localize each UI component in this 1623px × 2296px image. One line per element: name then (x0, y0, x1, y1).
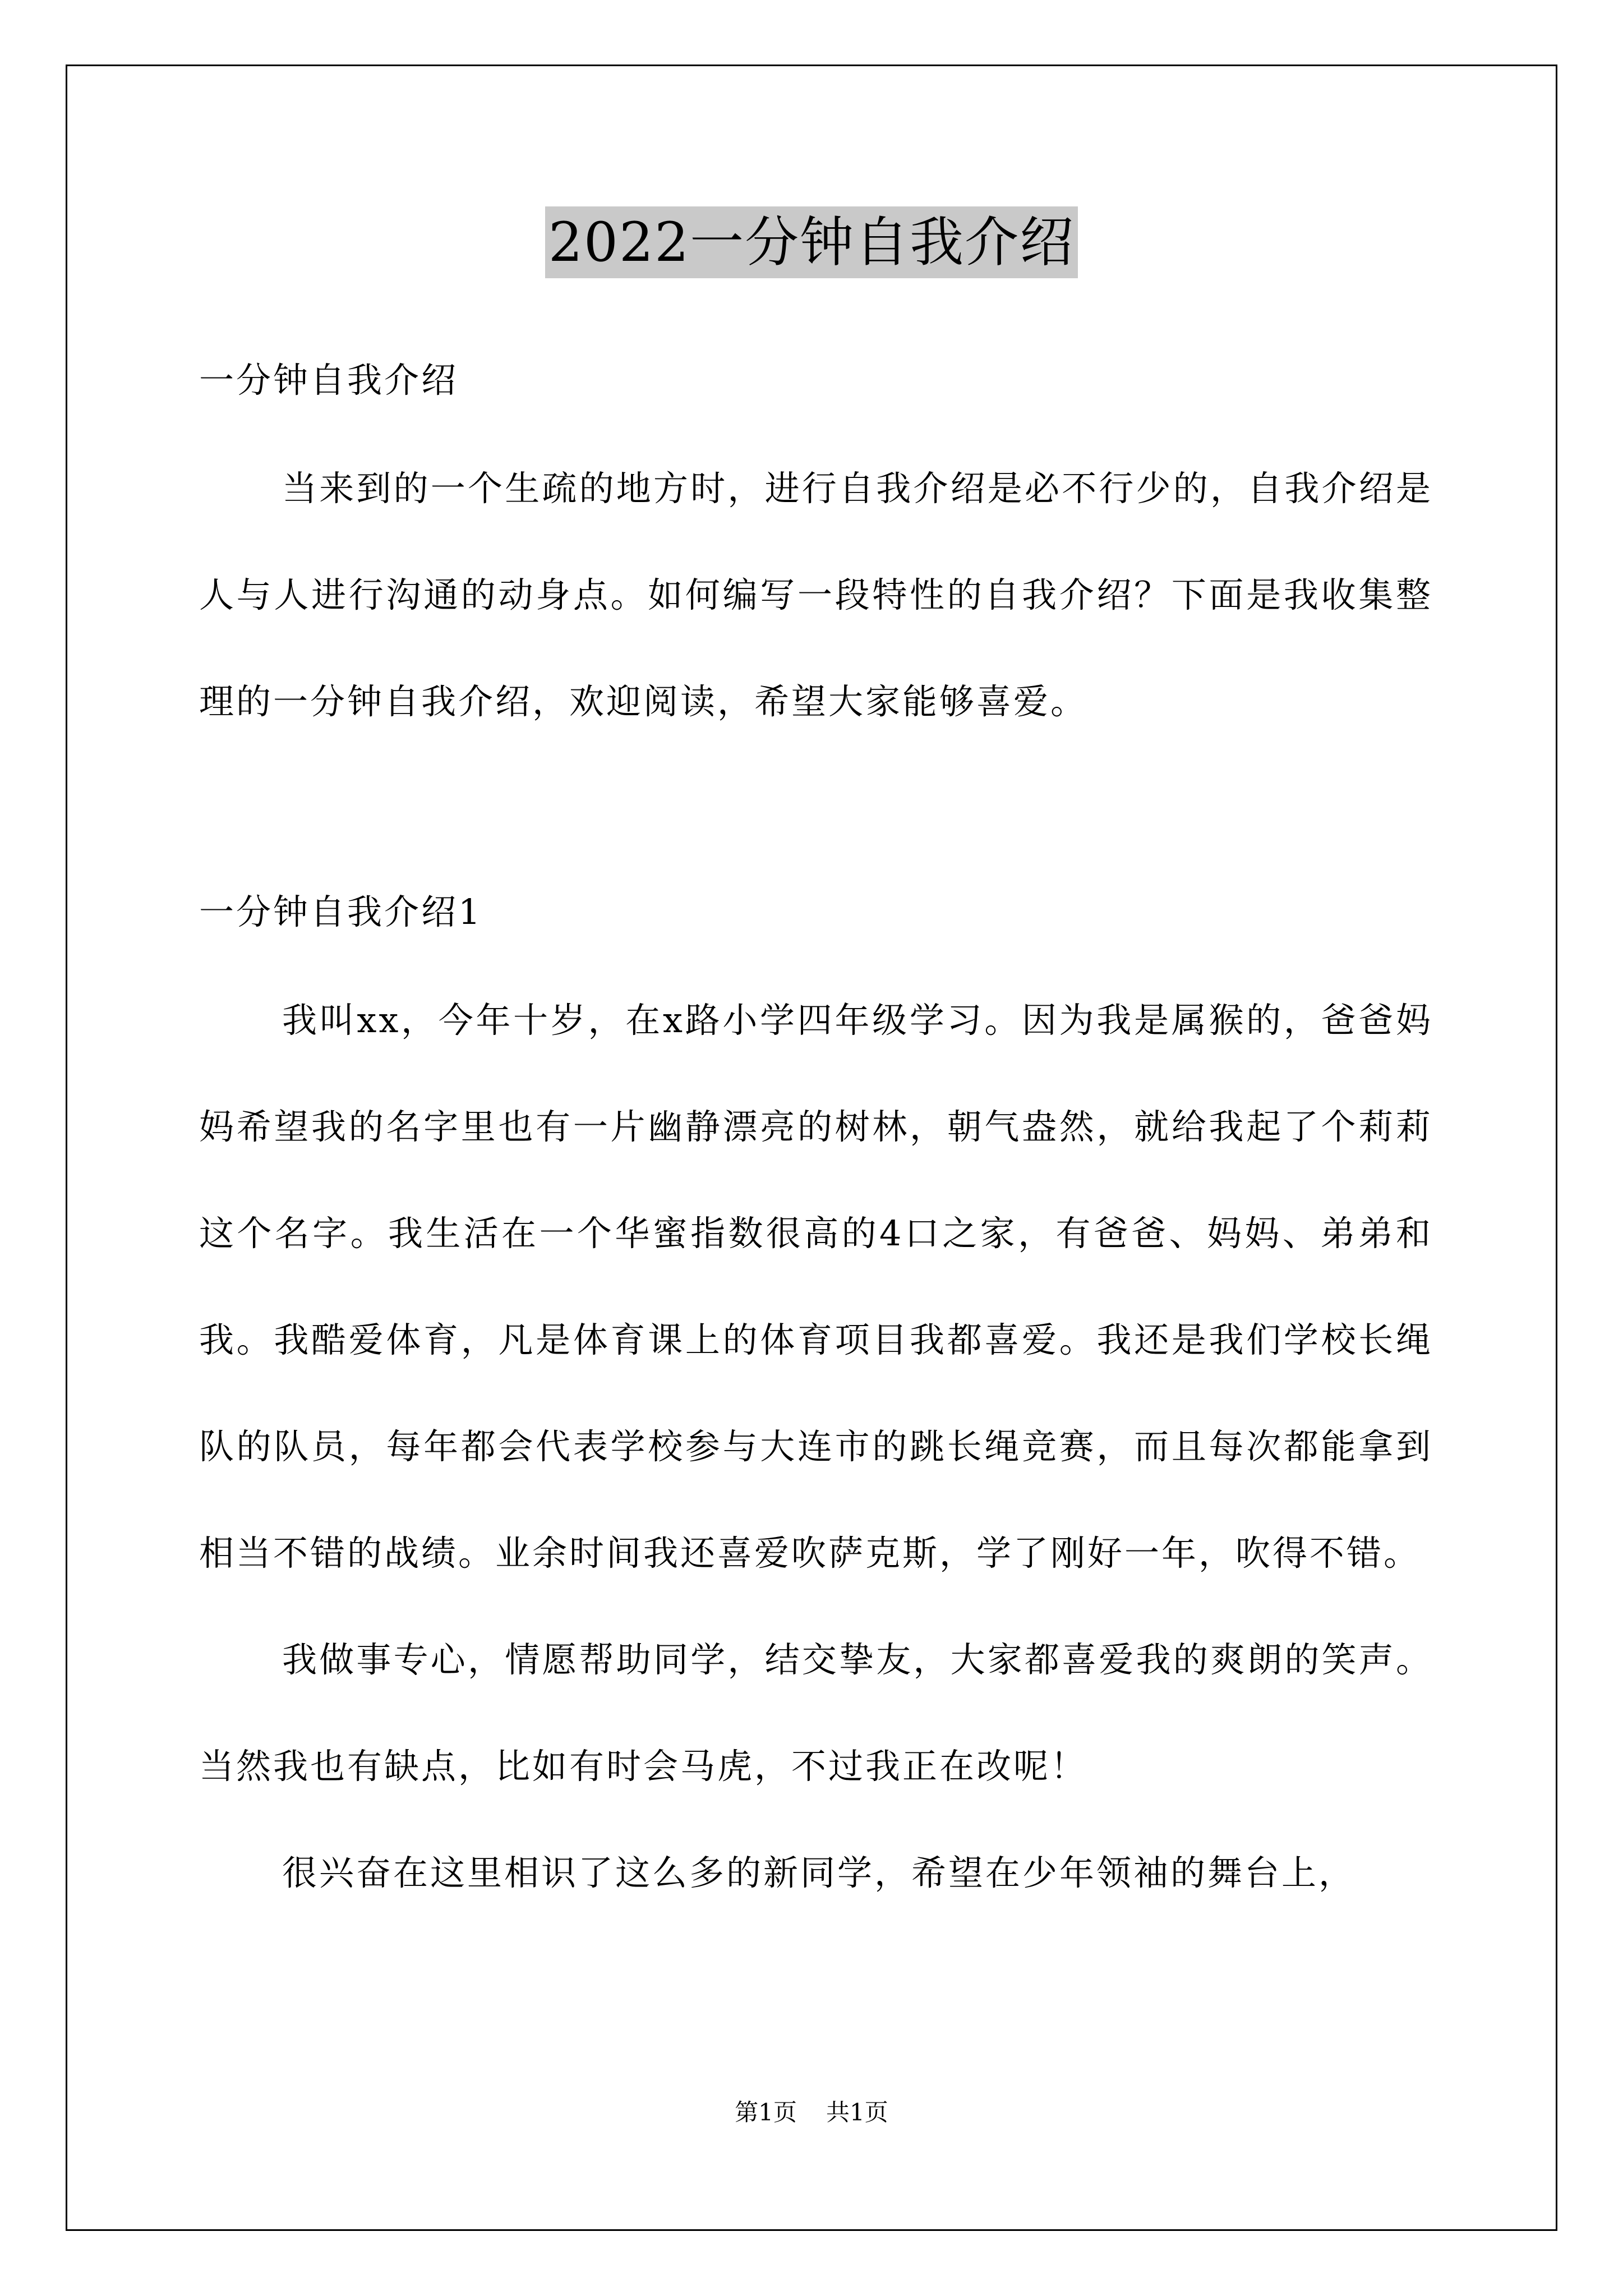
section-body (199, 967, 1433, 1926)
page-footer (0, 2096, 1623, 2129)
document-title: 2022一分钟自我介绍 (545, 206, 1078, 278)
page-number-current: 第1页 (735, 2099, 797, 2126)
intro-paragraph: 当来到的一个生疏的地方时，进行自我介绍是必不行少的，自我介绍是人与人进行沟通的动身点。如何编写一段特性的自我介绍？下面是我收集整理的一分钟自我介绍，欢迎阅读，希望大家能够喜爱。 (199, 468, 1433, 722)
body-paragraph: 我叫xx，今年十岁，在x路小学四年级学习。因为我是属猴的，爸爸妈妈希望我的名字里也有一片幽静漂亮的树林，朝气盎然，就给我起了个莉莉这个名字。我生活在一个华蜜指数很高的4口之家，有爸爸、妈妈、弟弟和我。我酷爱体育，凡是体育课上的体育项目我都喜爱。我还是我们学校长绳队的队员，每年都会代表学校参与大连市的跳长绳竞赛，而且每次都能拿到相当不错的战绩。业余时间我还喜爱吹萨克斯，学了刚好一年，吹得不错。 (199, 1000, 1433, 1573)
intro-block (199, 435, 1433, 755)
body-paragraph: 我做事专心，情愿帮助同学，结交挚友，大家都喜爱我的爽朗的笑声。当然我也有缺点，比如有时会马虎，不过我正在改呢！ (199, 1639, 1433, 1787)
section-heading-1: 一分钟自我介绍1 (199, 891, 483, 932)
body-paragraph: 很兴奋在这里相识了这么多的新同学，希望在少年领袖的舞台上， (282, 1852, 1356, 1893)
page-number-total: 共1页 (826, 2099, 888, 2126)
section-heading: 一分钟自我介绍 (199, 360, 459, 401)
title-container (0, 206, 1623, 278)
